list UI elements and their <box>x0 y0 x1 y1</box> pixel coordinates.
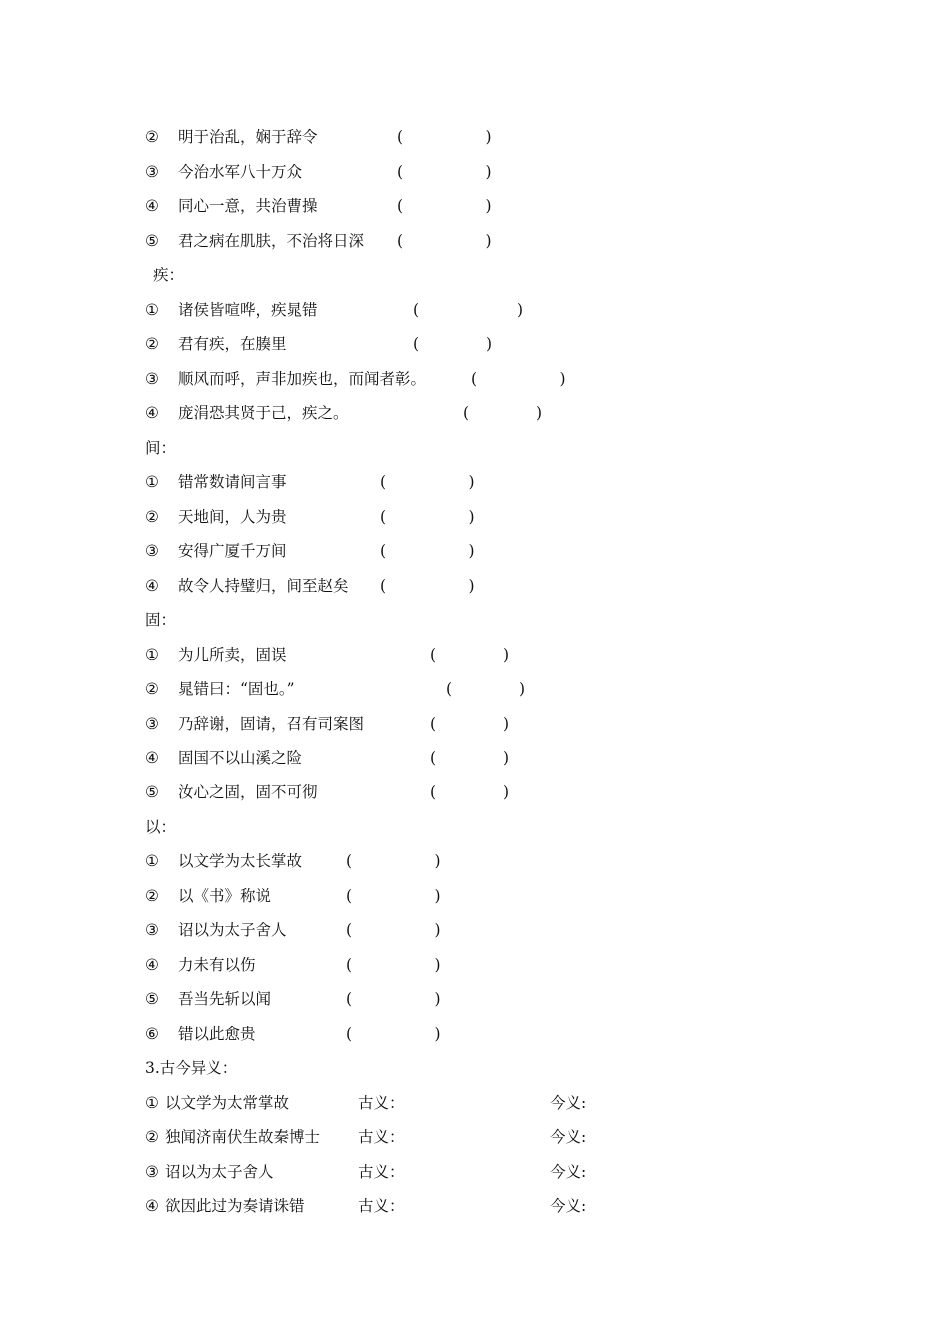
item-number: ① <box>145 852 159 870</box>
item-sentence: 诏以为太子舍人 <box>178 921 287 939</box>
item-sentence: 乃辞谢，固请，召有司案图 <box>178 715 365 733</box>
item-number: ⑤ <box>145 783 159 801</box>
item-number: ③ <box>145 370 159 388</box>
item-sentence: 以文学为太长掌故 <box>178 852 303 870</box>
ancient-meaning-label: 古义： <box>358 1197 405 1215</box>
item-sentence: 安得广厦千万间 <box>178 542 287 560</box>
item-number: ② <box>145 1128 159 1146</box>
item-number: ⑤ <box>145 232 159 250</box>
answer-blank[interactable]: ( ) <box>471 370 566 388</box>
modern-meaning-label: 今义: <box>550 1094 587 1112</box>
item-number: ③ <box>145 1163 159 1181</box>
answer-blank[interactable]: ( ) <box>346 921 441 939</box>
item-sentence: 顺风而呼，声非加疾也，而闻者彰。 <box>178 370 427 388</box>
item-sentence: 错常数请间言事 <box>178 473 287 491</box>
ancient-meaning-label: 古义： <box>358 1128 405 1146</box>
answer-blank[interactable]: ( ) <box>446 680 526 698</box>
answer-blank[interactable]: ( ) <box>397 197 492 215</box>
answer-blank[interactable]: ( ) <box>397 128 492 146</box>
modern-meaning-label: 今义: <box>550 1128 587 1146</box>
item-sentence: 以文学为太常掌故 <box>165 1094 290 1112</box>
item-number: ④ <box>145 956 159 974</box>
item-number: ② <box>145 335 159 353</box>
answer-blank[interactable]: ( ) <box>413 301 524 319</box>
answer-blank[interactable]: ( ) <box>380 473 475 491</box>
answer-blank[interactable]: ( ) <box>346 1025 441 1043</box>
item-sentence: 为儿所卖，固误 <box>178 646 287 664</box>
answer-blank[interactable]: ( ) <box>397 163 492 181</box>
item-sentence: 同心一意，共治曹操 <box>178 197 318 215</box>
heading-text: 疾： <box>153 266 185 284</box>
item-number: ④ <box>145 577 159 595</box>
item-number: ④ <box>145 749 159 767</box>
item-number: ③ <box>145 921 159 939</box>
answer-blank[interactable]: ( ) <box>346 956 441 974</box>
answer-blank[interactable]: ( ) <box>397 232 492 250</box>
item-sentence: 诸侯皆喧哗，疾晁错 <box>178 301 318 319</box>
item-number: ④ <box>145 404 159 422</box>
item-number: ④ <box>145 1197 159 1215</box>
answer-blank[interactable]: ( ) <box>380 542 475 560</box>
item-sentence: 吾当先斩以闻 <box>178 990 272 1008</box>
item-sentence: 欲因此过为奏请诛错 <box>165 1197 305 1215</box>
item-number: ① <box>145 1094 159 1112</box>
answer-blank[interactable]: ( ) <box>430 715 510 733</box>
item-number: ② <box>145 508 159 526</box>
answer-blank[interactable]: ( ) <box>346 990 441 1008</box>
ancient-meaning-label: 古义： <box>358 1163 405 1181</box>
answer-blank[interactable]: ( ) <box>413 335 493 353</box>
heading-text: 间： <box>145 439 177 457</box>
item-sentence: 独闻济南伏生故秦博士 <box>165 1128 321 1146</box>
item-sentence: 汝心之固，固不可彻 <box>178 783 318 801</box>
answer-blank[interactable]: ( ) <box>346 852 441 870</box>
item-number: ① <box>145 646 159 664</box>
answer-blank[interactable]: ( ) <box>430 646 510 664</box>
item-number: ③ <box>145 715 159 733</box>
answer-blank[interactable]: ( ) <box>463 404 543 422</box>
item-number: ④ <box>145 197 159 215</box>
item-sentence: 错以此愈贵 <box>178 1025 256 1043</box>
heading-text: 以： <box>145 818 177 836</box>
item-sentence: 晁错曰：“固也。” <box>178 680 295 698</box>
item-sentence: 庞涓恐其贤于己，疾之。 <box>178 404 349 422</box>
item-sentence: 天地间，人为贵 <box>178 508 287 526</box>
answer-blank[interactable]: ( ) <box>430 783 510 801</box>
item-sentence: 力未有以伤 <box>178 956 256 974</box>
modern-meaning-label: 今义: <box>550 1197 587 1215</box>
ancient-meaning-label: 古义： <box>358 1094 405 1112</box>
answer-blank[interactable]: ( ) <box>430 749 510 767</box>
item-number: ⑤ <box>145 990 159 1008</box>
item-sentence: 君之病在肌肤，不治将日深 <box>178 232 365 250</box>
item-number: ② <box>145 128 159 146</box>
item-number: ③ <box>145 163 159 181</box>
answer-blank[interactable]: ( ) <box>346 887 441 905</box>
item-sentence: 诏以为太子舍人 <box>165 1163 274 1181</box>
item-sentence: 明于治乱，娴于辞令 <box>178 128 318 146</box>
heading-text: 3.古今异义： <box>145 1059 238 1077</box>
item-sentence: 故令人持璧归，间至赵矣 <box>178 577 349 595</box>
item-number: ② <box>145 680 159 698</box>
item-number: ① <box>145 473 159 491</box>
item-number: ② <box>145 887 159 905</box>
item-sentence: 君有疾，在腠里 <box>178 335 287 353</box>
item-sentence: 以《书》称说 <box>178 887 272 905</box>
heading-text: 固： <box>145 611 177 629</box>
item-number: ③ <box>145 542 159 560</box>
item-sentence: 今治水军八十万众 <box>178 163 303 181</box>
modern-meaning-label: 今义: <box>550 1163 587 1181</box>
answer-blank[interactable]: ( ) <box>380 577 475 595</box>
item-sentence: 固国不以山溪之险 <box>178 749 303 767</box>
answer-blank[interactable]: ( ) <box>380 508 475 526</box>
item-number: ① <box>145 301 159 319</box>
item-number: ⑥ <box>145 1025 159 1043</box>
